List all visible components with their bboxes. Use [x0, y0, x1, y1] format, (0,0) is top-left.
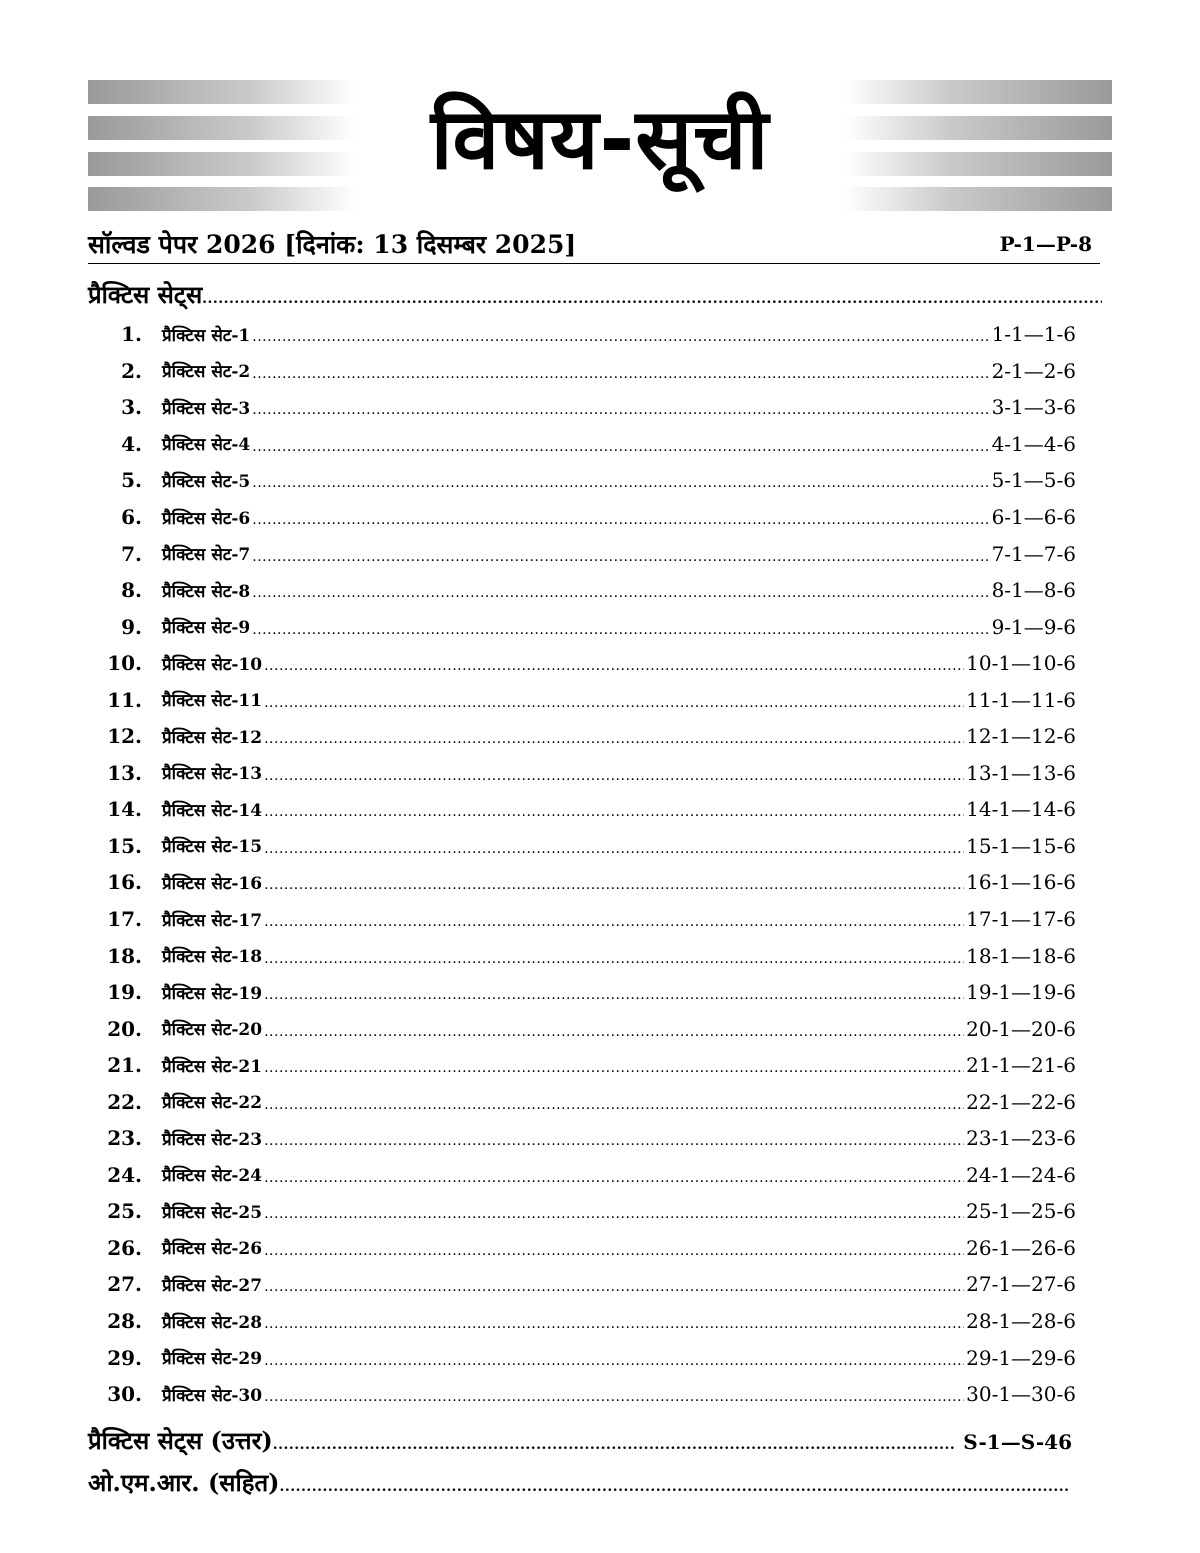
toc-pages: 2-1—2-6 — [991, 358, 1076, 383]
toc-pages: 24-1—24-6 — [966, 1162, 1076, 1187]
toc-pages: 21-1—21-6 — [966, 1053, 1076, 1078]
toc-pages: 1-1—1-6 — [991, 322, 1076, 347]
toc-pages: 30-1—30-6 — [966, 1382, 1076, 1407]
toc-row[interactable] — [100, 389, 1076, 426]
toc-pages: 4-1—4-6 — [991, 431, 1076, 456]
toc-pages: 5-1—5-6 — [991, 468, 1076, 493]
toc-number: 26. — [107, 1235, 142, 1260]
dot-leader — [264, 798, 964, 820]
toc-row[interactable] — [100, 499, 1076, 536]
toc-pages: 3-1—3-6 — [991, 395, 1076, 420]
toc-row[interactable] — [100, 1193, 1076, 1230]
toc-number: 9. — [121, 614, 142, 639]
toc-row[interactable] — [100, 1376, 1076, 1413]
dot-leader — [264, 1200, 964, 1222]
solved-paper-label: सॉल्वड पेपर 2026 [दिनांक: 13 दिसम्बर 2025] — [88, 230, 577, 259]
dot-leader — [264, 1091, 964, 1113]
toc-title: प्रैक्टिस सेट-5 — [162, 471, 251, 492]
dot-leader — [264, 1018, 964, 1040]
toc-number: 17. — [107, 907, 142, 932]
dot-leader — [252, 543, 989, 565]
toc-title: प्रैक्टिस सेट-21 — [162, 1056, 263, 1077]
toc-title: प्रैक्टिस सेट-1 — [162, 325, 251, 346]
toc-pages: 20-1—20-6 — [966, 1016, 1076, 1041]
toc-row[interactable] — [100, 718, 1076, 755]
toc-row[interactable] — [100, 1339, 1076, 1376]
toc-pages: 15-1—15-6 — [966, 833, 1076, 858]
toc-row[interactable] — [100, 608, 1076, 645]
toc-row[interactable] — [100, 1266, 1076, 1303]
dot-leader — [202, 291, 1102, 307]
dot-leader — [264, 1237, 964, 1259]
toc-number: 4. — [121, 431, 142, 456]
toc-row[interactable] — [100, 1303, 1076, 1340]
toc-row[interactable] — [100, 572, 1076, 609]
toc-number: 15. — [107, 833, 142, 858]
toc-title: प्रैक्टिस सेट-18 — [162, 947, 263, 968]
toc-title: प्रैक्टिस सेट-9 — [162, 618, 251, 639]
toc-row[interactable] — [100, 1083, 1076, 1120]
banner-stripe — [88, 116, 356, 140]
toc-number: 1. — [121, 322, 142, 347]
toc-pages: 26-1—26-6 — [966, 1235, 1076, 1260]
dot-leader — [280, 1479, 1068, 1495]
toc-pages: 29-1—29-6 — [966, 1345, 1076, 1370]
toc-row[interactable] — [100, 535, 1076, 572]
dot-leader — [264, 908, 964, 930]
dot-leader — [252, 396, 989, 418]
dot-leader — [264, 1164, 964, 1186]
toc-title: प्रैक्टिस सेट-20 — [162, 1020, 263, 1041]
toc-pages: 28-1—28-6 — [966, 1309, 1076, 1334]
toc-pages: 23-1—23-6 — [966, 1126, 1076, 1151]
toc-number: 5. — [121, 468, 142, 493]
toc-row[interactable] — [100, 901, 1076, 938]
omr-entry[interactable] — [88, 1466, 1068, 1499]
practice-sets-heading: प्रैक्टिस सेट्स — [88, 280, 203, 309]
toc-number: 12. — [107, 724, 142, 749]
omr-label: ओ.एम.आर. (सहित) — [88, 1468, 280, 1497]
practice-sets-heading-row — [88, 278, 1102, 311]
toc-title: प्रैक्टिस सेट-8 — [162, 581, 251, 602]
toc-pages: 19-1—19-6 — [966, 980, 1076, 1005]
toc-pages: 6-1—6-6 — [991, 505, 1076, 529]
toc-pages: 16-1—16-6 — [966, 870, 1076, 895]
toc-number: 23. — [107, 1126, 142, 1151]
toc-title: प्रैक्टिस सेट-2 — [162, 362, 251, 383]
dot-leader — [264, 981, 964, 1003]
toc-number: 16. — [107, 870, 142, 895]
toc-row[interactable] — [100, 681, 1076, 718]
toc-pages: 13-1—13-6 — [966, 760, 1076, 785]
dot-leader — [264, 1054, 964, 1076]
toc-title: प्रैक्टिस सेट-6 — [162, 508, 251, 529]
toc-title: प्रैक्टिस सेट-26 — [162, 1239, 263, 1260]
toc-pages: 27-1—27-6 — [966, 1272, 1076, 1297]
toc-title: प्रैक्टिस सेट-29 — [162, 1349, 263, 1370]
toc-number: 28. — [107, 1309, 142, 1334]
toc-row[interactable] — [100, 864, 1076, 901]
toc-row[interactable] — [100, 316, 1076, 353]
dot-leader — [252, 323, 989, 345]
toc-number: 8. — [121, 578, 142, 603]
solved-paper-entry[interactable] — [88, 226, 1092, 262]
toc-number: 18. — [107, 943, 142, 968]
page-title: विषय-सूची — [430, 90, 770, 188]
toc-title: प्रैक्टिस सेट-30 — [162, 1385, 263, 1406]
dot-leader — [252, 506, 989, 528]
dot-leader — [264, 1347, 964, 1369]
toc-pages: 22-1—22-6 — [966, 1089, 1076, 1114]
toc-pages: 14-1—14-6 — [966, 797, 1076, 822]
dot-leader — [264, 1383, 964, 1405]
divider — [88, 263, 1100, 264]
solved-paper-pages: P-1—P-8 — [999, 232, 1092, 256]
toc-row[interactable] — [100, 937, 1076, 974]
toc-number: 2. — [121, 358, 142, 383]
banner-stripe — [844, 187, 1112, 211]
banner-stripe — [844, 80, 1112, 104]
toc-title: प्रैक्टिस सेट-4 — [162, 435, 251, 456]
dot-leader — [252, 579, 989, 601]
banner-stripe — [88, 187, 356, 211]
toc-number: 25. — [107, 1199, 142, 1224]
toc-pages: 17-1—17-6 — [966, 907, 1076, 932]
answers-entry[interactable] — [88, 1424, 1072, 1457]
toc-number: 29. — [107, 1345, 142, 1370]
toc-title: प्रैक्टिस सेट-15 — [162, 837, 263, 858]
dot-leader — [264, 1310, 964, 1332]
toc-row[interactable] — [100, 645, 1076, 682]
toc-pages: 10-1—10-6 — [966, 651, 1076, 676]
toc-number: 13. — [107, 760, 142, 785]
toc-row[interactable] — [100, 828, 1076, 865]
toc-pages: 18-1—18-6 — [966, 943, 1076, 968]
banner-stripe — [844, 152, 1112, 176]
toc-number: 6. — [121, 505, 142, 529]
dot-leader — [264, 689, 964, 711]
toc-number: 7. — [121, 541, 142, 566]
toc-row[interactable] — [100, 462, 1076, 499]
toc-title: प्रैक्टिस सेट-17 — [162, 910, 263, 931]
toc-title: प्रैक्टिस सेट-16 — [162, 873, 263, 894]
toc-number: 3. — [121, 395, 142, 420]
toc-pages: 11-1—11-6 — [966, 687, 1076, 712]
toc-number: 24. — [107, 1162, 142, 1187]
dot-leader — [264, 835, 964, 857]
dot-leader — [264, 871, 964, 893]
toc-number: 10. — [107, 651, 142, 676]
dot-leader — [252, 469, 989, 491]
title-banner — [88, 80, 1112, 210]
toc-number: 11. — [107, 687, 142, 712]
toc-title: प्रैक्टिस सेट-19 — [162, 983, 263, 1004]
toc-list — [100, 316, 1076, 1412]
toc-number: 30. — [107, 1382, 142, 1407]
dot-leader — [264, 652, 964, 674]
toc-title: प्रैक्टिस सेट-12 — [162, 727, 263, 748]
toc-row[interactable] — [100, 353, 1076, 390]
toc-row[interactable] — [100, 1010, 1076, 1047]
dot-leader — [252, 360, 989, 382]
toc-pages: 8-1—8-6 — [991, 578, 1076, 603]
dot-leader — [252, 616, 989, 638]
toc-row[interactable] — [100, 755, 1076, 792]
toc-pages: 7-1—7-6 — [991, 541, 1076, 566]
banner-stripe — [844, 116, 1112, 140]
banner-stripe — [88, 80, 356, 104]
toc-title: प्रैक्टिस सेट-7 — [162, 545, 251, 566]
dot-leader — [264, 762, 964, 784]
toc-title: प्रैक्टिस सेट-11 — [162, 691, 263, 712]
banner-stripe — [88, 152, 356, 176]
answers-pages: S-1—S-46 — [963, 1430, 1072, 1454]
dot-leader — [264, 1127, 964, 1149]
toc-row[interactable] — [100, 974, 1076, 1011]
toc-title: प्रैक्टिस सेट-23 — [162, 1129, 263, 1150]
toc-number: 14. — [107, 797, 142, 822]
toc-number: 21. — [107, 1053, 142, 1078]
toc-number: 20. — [107, 1016, 142, 1041]
dot-leader — [273, 1437, 956, 1453]
toc-title: प्रैक्टिस सेट-28 — [162, 1312, 263, 1333]
dot-leader — [252, 433, 989, 455]
toc-title: प्रैक्टिस सेट-27 — [162, 1275, 263, 1296]
toc-title: प्रैक्टिस सेट-25 — [162, 1202, 263, 1223]
toc-title: प्रैक्टिस सेट-14 — [162, 800, 263, 821]
toc-number: 27. — [107, 1272, 142, 1297]
toc-pages: 9-1—9-6 — [991, 614, 1076, 639]
toc-row[interactable] — [100, 1047, 1076, 1084]
toc-number: 22. — [107, 1089, 142, 1114]
toc-title: प्रैक्टिस सेट-10 — [162, 654, 263, 675]
toc-title: प्रैक्टिस सेट-22 — [162, 1093, 263, 1114]
dot-leader — [264, 1273, 964, 1295]
toc-pages: 12-1—12-6 — [966, 724, 1076, 749]
toc-row[interactable] — [100, 1157, 1076, 1194]
toc-row[interactable] — [100, 426, 1076, 463]
dot-leader — [264, 945, 964, 967]
answers-label: प्रैक्टिस सेट्स (उत्तर) — [88, 1426, 273, 1455]
toc-pages: 25-1—25-6 — [966, 1199, 1076, 1224]
toc-row[interactable] — [100, 791, 1076, 828]
dot-leader — [264, 725, 964, 747]
toc-number: 19. — [107, 980, 142, 1005]
toc-title: प्रैक्टिस सेट-13 — [162, 764, 263, 785]
toc-row[interactable] — [100, 1230, 1076, 1267]
toc-row[interactable] — [100, 1120, 1076, 1157]
toc-title: प्रैक्टिस सेट-24 — [162, 1166, 263, 1187]
toc-title: प्रैक्टिस सेट-3 — [162, 398, 251, 419]
